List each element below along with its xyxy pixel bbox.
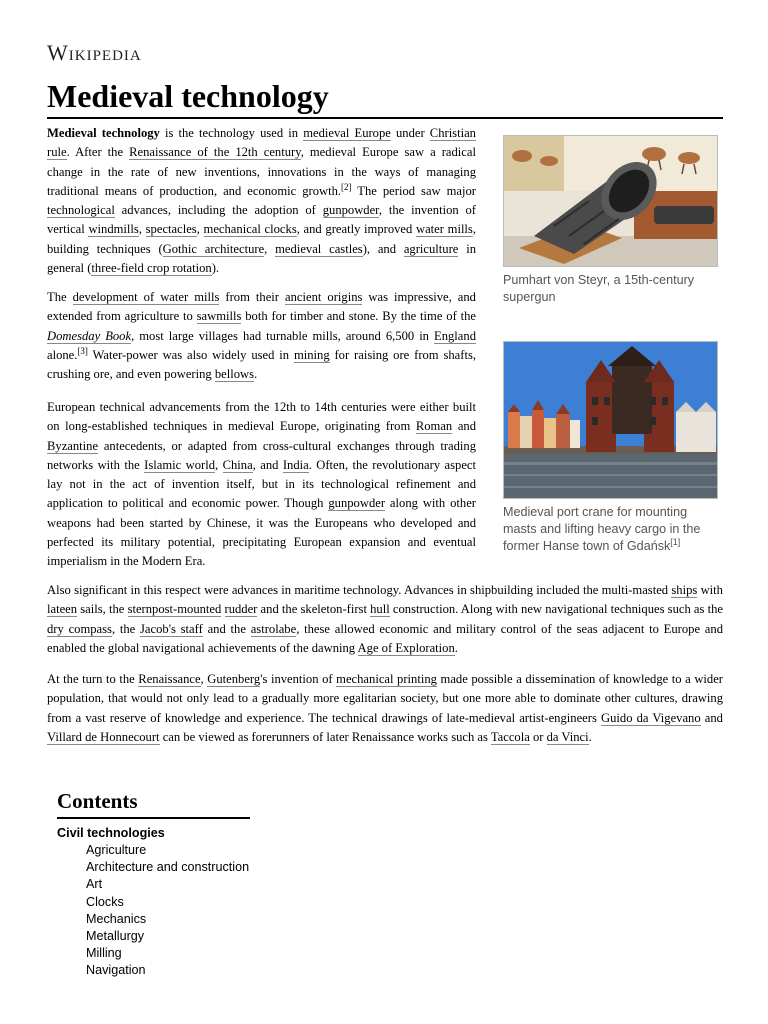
toc-item[interactable]: Agriculture <box>86 843 147 857</box>
body-text: and the <box>202 621 251 636</box>
body-text: , and greatly improved <box>296 222 416 237</box>
article-link[interactable]: water mills <box>416 222 473 237</box>
article-link[interactable]: spectacles <box>145 222 197 237</box>
article-link[interactable]: Jacob's staff <box>140 621 203 636</box>
body-text: or <box>529 729 547 744</box>
article-link[interactable]: dry compass <box>47 621 112 636</box>
bombard-caption: Pumhart von Steyr, a 15th-century supergun <box>503 273 695 304</box>
crane-caption-ref[interactable]: [1] <box>670 536 681 547</box>
article-link[interactable]: ships <box>671 583 698 597</box>
body-text: for raising ore from shafts, crushing ore, and even powering <box>47 347 476 382</box>
body-text: . <box>254 367 258 382</box>
crane-image[interactable] <box>503 341 718 499</box>
body-text: , most large villages had turnable mills, around 6,500 in <box>131 328 435 343</box>
body-text: ), and <box>362 241 404 256</box>
toc-item[interactable]: Architecture and construction <box>86 860 250 875</box>
bombard-image[interactable] <box>503 135 718 267</box>
article-link[interactable]: Domesday Book <box>47 328 132 343</box>
wikipedia-wordmark[interactable]: Wikipedia <box>47 40 142 65</box>
body-text: . After the <box>66 145 130 160</box>
bombard-illustration <box>504 136 717 266</box>
article-link[interactable]: astrolabe <box>250 621 297 636</box>
body-text: in general ( <box>47 241 476 276</box>
article-link[interactable]: windmills <box>88 222 139 237</box>
body-text: can be viewed as forerunners of later Renaissance works such as <box>159 729 491 744</box>
title-divider <box>47 117 723 119</box>
article-link[interactable]: da Vinci <box>546 729 589 744</box>
body-text: and <box>452 419 476 434</box>
article-link[interactable]: Renaissance <box>138 672 201 686</box>
toc-section-civil-technologies[interactable]: Civil technologies <box>57 826 165 840</box>
body-text: , medieval Europe saw a radical change in the rate of new inventions, innovations in the ways of managing traditional means of production, and economic growth. <box>47 145 476 198</box>
body-text: . Often, the revolutionary aspect lay not in the act of invention itself, but in its technological refinement and application to political and economic power. Though <box>47 457 477 511</box>
article-link[interactable]: Gutenberg <box>207 672 261 686</box>
body-text: alone. <box>47 347 78 362</box>
article-link[interactable]: technological <box>47 203 115 218</box>
article-link[interactable]: Age of Exploration <box>357 640 455 655</box>
body-text: , <box>196 222 204 237</box>
paragraph-renaissance <box>47 670 723 747</box>
body-text: construction. Along with new navigational techniques such as the <box>389 602 723 617</box>
body-text: , these allowed economic and military control of the seas adjacent to Europe and enabled the global navigational achievements of the dawning <box>47 621 723 655</box>
article-link[interactable]: gunpowder <box>328 496 386 511</box>
article-link[interactable]: England <box>434 328 476 343</box>
body-text: Water-power was also widely used in <box>87 347 294 362</box>
article-link[interactable]: Christian rule <box>47 126 476 160</box>
body-text: both for timber and stone. By the time of the <box>241 309 476 324</box>
article-link[interactable]: Gothic architecture <box>162 241 265 256</box>
toc-item[interactable]: Art <box>86 877 103 892</box>
article-link[interactable]: ancient origins <box>285 290 363 304</box>
toc-item[interactable]: Mechanics <box>86 911 147 926</box>
article-link[interactable]: rudder <box>224 602 258 617</box>
figure-crane <box>503 341 718 555</box>
article-link[interactable]: Byzantine <box>47 438 99 453</box>
body-text: At the turn to the <box>47 672 139 686</box>
paragraph-maritime <box>47 581 723 658</box>
toc-item[interactable]: Milling <box>86 946 122 961</box>
body-text: made possible a dissemination of knowledge to a wider population, that would not only lead to a gradually more egalitarian society, but one more able to dominate other cultures, drawing from a vast reserve of knowledge and experience. The technical drawings of late-medieval artist-engineers <box>47 672 723 725</box>
paragraph-intro <box>47 124 476 278</box>
body-text: , <box>264 241 276 256</box>
body-text: Also significant in this respect were advances in maritime technology. Advances in shipbuilding included the multi-masted <box>47 583 672 597</box>
article-link[interactable]: bellows <box>214 367 255 382</box>
citation-ref[interactable]: [2] <box>341 181 352 192</box>
body-text: . <box>588 729 592 744</box>
body-text: ). <box>211 261 220 276</box>
toc-title: Contents <box>57 789 138 813</box>
article-link[interactable]: India <box>282 457 309 472</box>
body-text: and the skeleton-first <box>257 602 371 617</box>
crane-caption-text: Medieval port crane for mounting masts and lifting heavy cargo in the former Hanse town of Gdańsk <box>503 505 701 553</box>
article-link[interactable]: Renaissance of the 12th century <box>129 145 301 160</box>
article-link[interactable]: medieval Europe <box>303 126 391 140</box>
article-link[interactable]: Islamic world <box>144 457 216 472</box>
body-text: . <box>454 640 458 655</box>
article-link[interactable]: mechanical clocks <box>203 222 297 237</box>
article-link[interactable]: lateen <box>47 602 78 617</box>
toc-item[interactable]: Navigation <box>86 963 146 978</box>
bold-term: Medieval technology <box>47 126 160 140</box>
article-link[interactable]: mechanical printing <box>336 672 437 686</box>
body-text: , <box>215 457 223 472</box>
citation-ref[interactable]: [3] <box>77 345 88 356</box>
table-of-contents <box>57 786 357 980</box>
article-link[interactable]: medieval castles <box>275 241 363 256</box>
body-text: sails, the <box>77 602 128 617</box>
body-text: 's invention of <box>260 672 337 686</box>
article-link[interactable]: Roman <box>415 419 453 434</box>
body-text: along with other weapons had been started by Chinese, it was the Europeans who developed and perfected its military potential, precipitating European expansion and eventual imperialism in the Modern Era. <box>47 496 476 569</box>
body-text: from their <box>219 290 286 304</box>
body-text: and <box>700 710 723 725</box>
article-link[interactable]: Villard de Honnecourt <box>47 729 160 744</box>
crane-caption <box>503 504 713 555</box>
body-text: advances, including the adoption of <box>114 203 323 218</box>
page-title: Medieval technology <box>47 78 329 114</box>
body-text: antecedents, or adapted from cross-cultural exchanges through trading networks with the <box>47 438 476 472</box>
body-text: , <box>138 222 146 237</box>
gdansk-crane-illustration <box>504 342 717 498</box>
article-link[interactable]: mining <box>293 347 330 362</box>
article-link[interactable]: Guido da Vigevano <box>601 710 701 725</box>
article-link[interactable]: sternpost-mounted <box>127 602 222 617</box>
body-text: , <box>200 672 208 686</box>
article-link[interactable]: sawmills <box>196 309 242 324</box>
figure-bombard <box>503 135 718 306</box>
toc-divider <box>57 817 250 819</box>
body-text: The period saw major <box>351 183 476 198</box>
body-text: , and <box>252 457 283 472</box>
body-text: under <box>390 126 430 140</box>
body-text: was impressive, and extended from agriculture to <box>47 290 476 324</box>
article-link[interactable]: Taccola <box>490 729 530 744</box>
article-link[interactable]: China <box>222 457 253 472</box>
body-text: , the <box>111 621 141 636</box>
article-link[interactable]: hull <box>370 602 390 617</box>
body-text: , the invention of vertical <box>47 203 476 237</box>
toc-item[interactable]: Metallurgy <box>86 929 145 944</box>
toc-item[interactable]: Clocks <box>86 894 124 909</box>
body-text: , building techniques ( <box>47 222 476 256</box>
paragraph-water-mills <box>47 288 476 384</box>
article-link[interactable]: gunpowder <box>322 203 379 218</box>
body-text: The <box>47 290 73 304</box>
paragraph-european-advancements <box>47 398 476 572</box>
body-text: European technical advancements from the 12th to 14th centuries were either built on long-established techniques in medieval Europe, originating from <box>47 400 476 434</box>
article-link[interactable]: agriculture <box>403 241 459 256</box>
body-text: with <box>697 583 723 597</box>
article-link[interactable]: development of water mills <box>72 290 220 304</box>
body-text: is the technology used in <box>159 126 304 140</box>
article-link[interactable]: three-field crop rotation <box>91 261 212 276</box>
